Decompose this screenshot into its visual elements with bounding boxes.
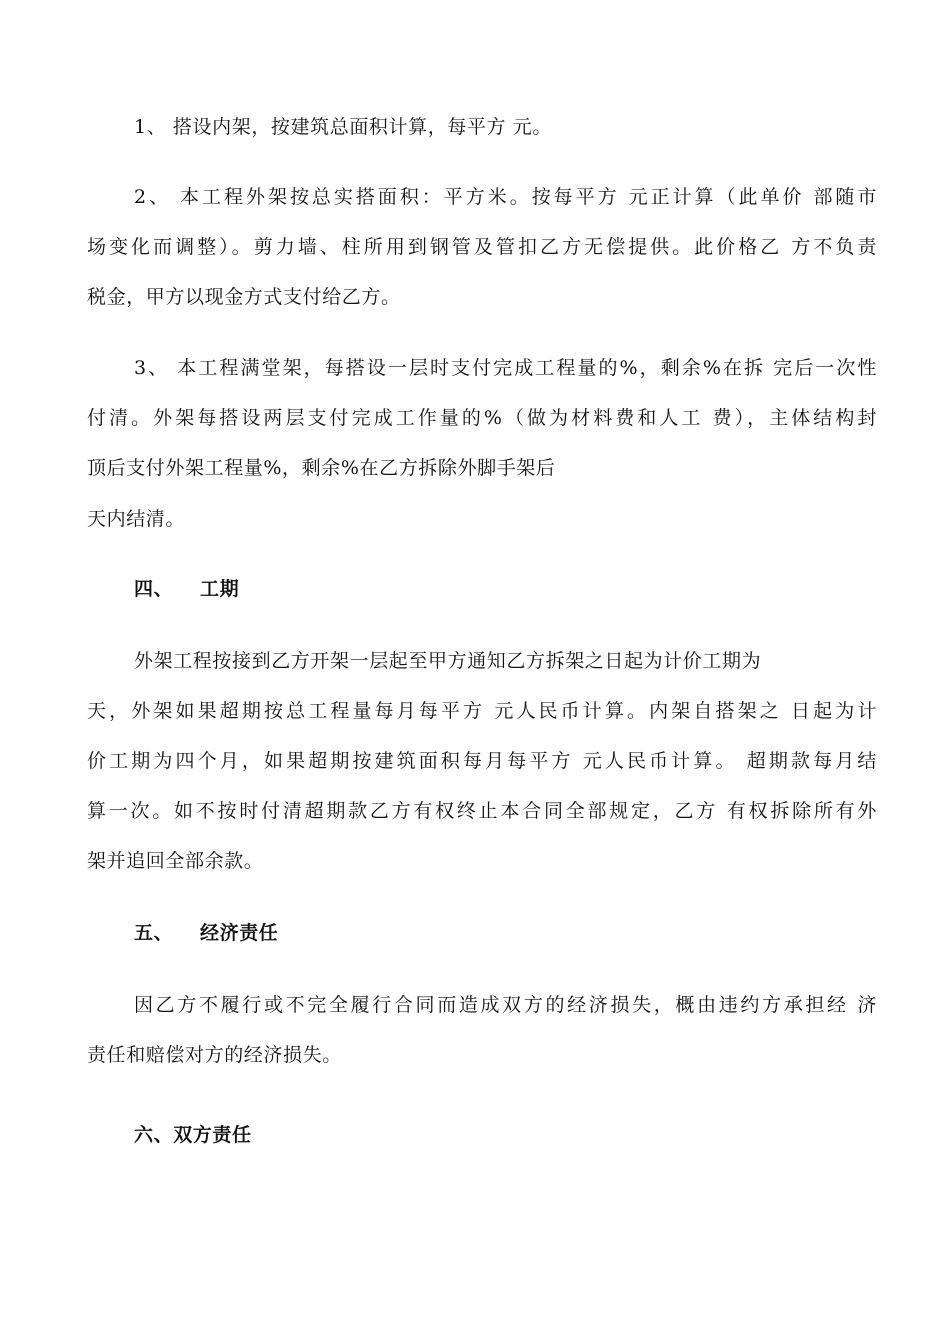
para2-line2: 场变化而调整）。剪力墙、柱所用到钢管及管扣乙方无偿提供。此价格乙 方不负责 bbox=[87, 236, 877, 258]
section5-number: 五、 bbox=[134, 922, 174, 944]
para5-line2: 责任和赔偿对方的经济损失。 bbox=[87, 1044, 342, 1066]
para2-line3: 税金，甲方以现金方式支付给乙方。 bbox=[87, 286, 401, 308]
para3-line1: 3、 本工程满堂架，每搭设一层时支付完成工程量的%，剩余%在拆 完后一次性 bbox=[134, 357, 877, 379]
para4-line5: 架并追回全部余款。 bbox=[87, 850, 264, 872]
section6-heading: 六、双方责任 bbox=[134, 1124, 252, 1146]
section5-title: 经济责任 bbox=[200, 922, 279, 944]
para3-line3: 顶后支付外架工程量%，剩余%在乙方拆除外脚手架后 bbox=[87, 457, 556, 479]
para5-line1: 因乙方不履行或不完全履行合同而造成双方的经济损失，概由违约方承担经 济 bbox=[134, 994, 877, 1016]
section5-heading bbox=[134, 921, 877, 945]
section4-heading bbox=[134, 577, 877, 601]
para4-line3: 价工期为四个月，如果超期按建筑面积每月每平方 元人民币计算。 超期款每月结 bbox=[87, 750, 877, 772]
para3-line4: 天内结清。 bbox=[87, 508, 186, 530]
para4-line2: 天，外架如果超期按总工程量每月每平方 元人民币计算。内架自搭架之 日起为计 bbox=[87, 700, 877, 722]
para4-line1: 外架工程按接到乙方开架一层起至甲方通知乙方拆架之日起为计价工期为 bbox=[134, 650, 762, 672]
section4-title: 工期 bbox=[200, 578, 240, 600]
para2-line1: 2、 本工程外架按总实搭面积：平方米。按每平方 元正计算（此单价 部随市 bbox=[134, 186, 877, 208]
para3-line2: 付清。外架每搭设两层支付完成工作量的%（做为材料费和人工 费），主体结构封 bbox=[87, 407, 877, 429]
section4-number: 四、 bbox=[134, 578, 174, 600]
para1-line1: 1、 搭设内架，按建筑总面积计算，每平方 元。 bbox=[134, 116, 552, 138]
para4-line4: 算一次。如不按时付清超期款乙方有权终止本合同全部规定，乙方 有权拆除所有外 bbox=[87, 800, 877, 822]
